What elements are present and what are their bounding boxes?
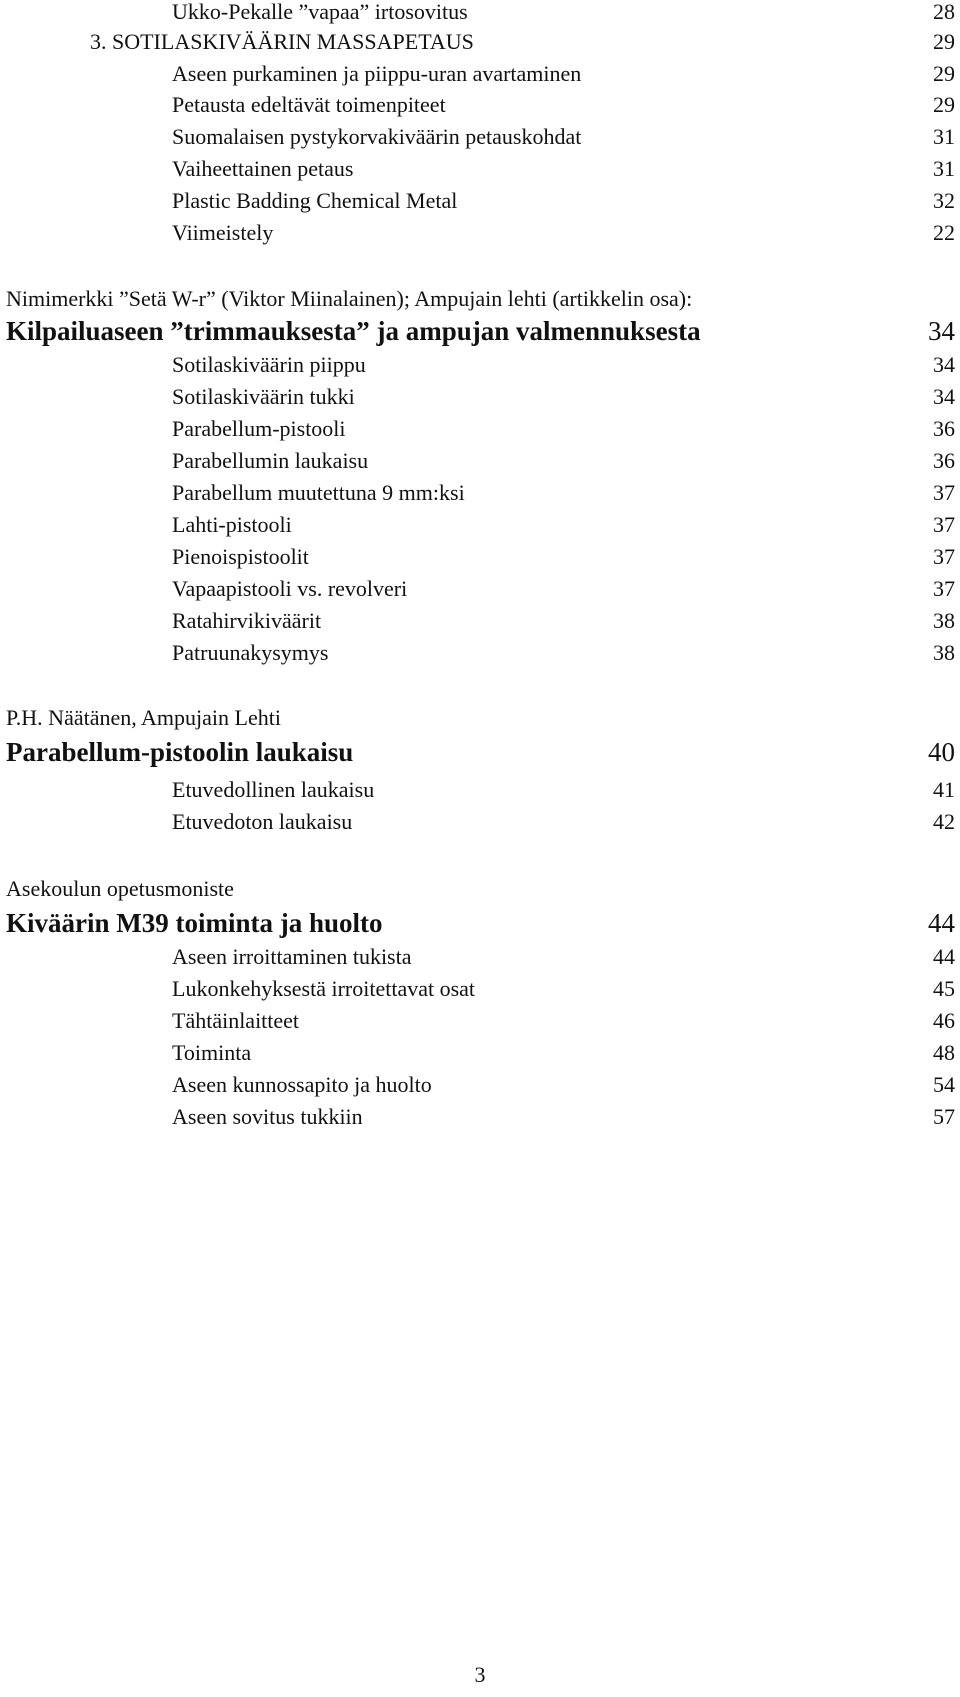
- toc-entry-page: 36: [933, 448, 955, 473]
- toc-entry-page: 48: [933, 1040, 955, 1065]
- toc-entry-page: 46: [933, 1008, 955, 1033]
- toc-entry-page: 37: [933, 576, 955, 601]
- toc-entry-title: Petausta edeltävät toimenpiteet: [172, 92, 446, 117]
- toc-entry: [0, 638, 960, 668]
- toc-entry-page: 36: [933, 416, 955, 441]
- toc-entry-page: 29: [933, 61, 955, 86]
- toc-chapter-page: 29: [933, 29, 955, 54]
- toc-entry-title: Sotilaskiväärin tukki: [172, 384, 355, 409]
- toc-entry: [0, 775, 960, 805]
- toc-heading: [0, 316, 960, 346]
- toc-entry-page: 31: [933, 124, 955, 149]
- page-number: 3: [474, 1662, 486, 1687]
- toc-entry-page: 34: [933, 384, 955, 409]
- toc-entry-title: Vapaapistooli vs. revolveri: [172, 576, 408, 601]
- toc-entry-page: 22: [933, 220, 955, 245]
- toc-entry: [0, 807, 960, 837]
- toc-entry-page: 44: [933, 944, 955, 969]
- toc-entry: [0, 414, 960, 444]
- toc-entry-page: 28: [933, 0, 955, 24]
- toc-entry: [0, 382, 960, 412]
- toc-entry: [0, 1070, 960, 1100]
- toc-entry-title: Etuvedoton laukaisu: [172, 809, 353, 834]
- toc-entry: [0, 59, 960, 89]
- toc-entry-title: Viimeistely: [172, 220, 274, 245]
- toc-entry-page: 45: [933, 976, 955, 1001]
- toc-entry-page: 38: [933, 608, 955, 633]
- toc-entry: [0, 574, 960, 604]
- toc-entry: [0, 0, 960, 27]
- toc-entry-page: 37: [933, 480, 955, 505]
- toc-source-text: Asekoulun opetusmoniste: [6, 876, 234, 901]
- toc-entry-page: 41: [933, 777, 955, 802]
- toc-entry-title: Aseen sovitus tukkiin: [172, 1104, 363, 1129]
- toc-entry: [0, 350, 960, 380]
- toc-entry-title: Parabellum muutettuna 9 mm:ksi: [172, 480, 465, 505]
- toc-source-text: Nimimerkki ”Setä W-r” (Viktor Miinalainen); Ampujain lehti (artikkelin osa):: [6, 286, 693, 311]
- toc-entry-title: Aseen purkaminen ja piippu-uran avartaminen: [172, 61, 582, 86]
- toc-entry-title: Aseen kunnossapito ja huolto: [172, 1072, 432, 1097]
- toc-entry: [0, 1102, 960, 1132]
- toc-entry: [0, 122, 960, 152]
- toc-entry-page: 54: [933, 1072, 955, 1097]
- toc-entry-title: Etuvedollinen laukaisu: [172, 777, 375, 802]
- toc-source-line: [0, 703, 960, 733]
- toc-heading-page: 34: [928, 316, 955, 346]
- toc-entry-title: Ratahirvikiväärit: [172, 608, 322, 633]
- toc-entry-title: Ukko-Pekalle ”vapaa” irtosovitus: [172, 0, 468, 24]
- toc-entry: [0, 478, 960, 508]
- toc-entry-title: Toiminta: [172, 1040, 252, 1065]
- toc-entry: [0, 218, 960, 248]
- toc-heading-page: 40: [928, 737, 955, 767]
- toc-entry: [0, 542, 960, 572]
- toc-entry-page: 31: [933, 156, 955, 181]
- toc-entry-page: 37: [933, 544, 955, 569]
- toc-entry-title: Patruunakysymys: [172, 640, 329, 665]
- toc-entry: [0, 974, 960, 1004]
- toc-entry-title: Vaiheettainen petaus: [172, 156, 354, 181]
- toc-source-text: P.H. Näätänen, Ampujain Lehti: [6, 705, 281, 730]
- toc-entry-page: 57: [933, 1104, 955, 1129]
- toc-heading-page: 44: [928, 908, 955, 938]
- toc-entry-page: 32: [933, 188, 955, 213]
- toc-heading-title: Kilpailuaseen ”trimmauksesta” ja ampujan valmennuksesta: [6, 316, 701, 346]
- toc-entry-title: Tähtäinlaitteet: [172, 1008, 300, 1033]
- toc-entry-page: 42: [933, 809, 955, 834]
- toc-entry: [0, 1038, 960, 1068]
- toc-entry: [0, 942, 960, 972]
- toc-entry: [0, 1006, 960, 1036]
- toc-entry-title: Lahti-pistooli: [172, 512, 292, 537]
- toc-entry: [0, 606, 960, 636]
- toc-source-line: [0, 874, 960, 904]
- toc-heading-title: Kiväärin M39 toiminta ja huolto: [6, 908, 383, 938]
- toc-entry-page: 37: [933, 512, 955, 537]
- toc-entry-page: 29: [933, 92, 955, 117]
- toc-entry-title: Aseen irroittaminen tukista: [172, 944, 412, 969]
- toc-entry-title: Parabellumin laukaisu: [172, 448, 369, 473]
- toc-entry: [0, 154, 960, 184]
- toc-entry-title: Parabellum-pistooli: [172, 416, 346, 441]
- toc-entry: [0, 446, 960, 476]
- toc-entry-page: 38: [933, 640, 955, 665]
- toc-chapter-title: 3. SOTILASKIVÄÄRIN MASSAPETAUS: [90, 29, 474, 54]
- toc-heading: [0, 737, 960, 767]
- toc-entry: [0, 186, 960, 216]
- toc-source-line: [0, 284, 960, 314]
- toc-heading: [0, 908, 960, 938]
- toc-entry-title: Lukonkehyksestä irroitettavat osat: [172, 976, 476, 1001]
- toc-heading-title: Parabellum-pistoolin laukaisu: [6, 737, 354, 767]
- toc-chapter: [0, 27, 960, 57]
- toc-entry-title: Suomalaisen pystykorvakiväärin petauskohdat: [172, 124, 582, 149]
- toc-entry-title: Pienoispistoolit: [172, 544, 309, 569]
- toc-entry: [0, 90, 960, 120]
- toc-entry: [0, 510, 960, 540]
- toc-entry-page: 34: [933, 352, 955, 377]
- toc-entry-title: Sotilaskiväärin piippu: [172, 352, 366, 377]
- toc-entry-title: Plastic Badding Chemical Metal: [172, 188, 458, 213]
